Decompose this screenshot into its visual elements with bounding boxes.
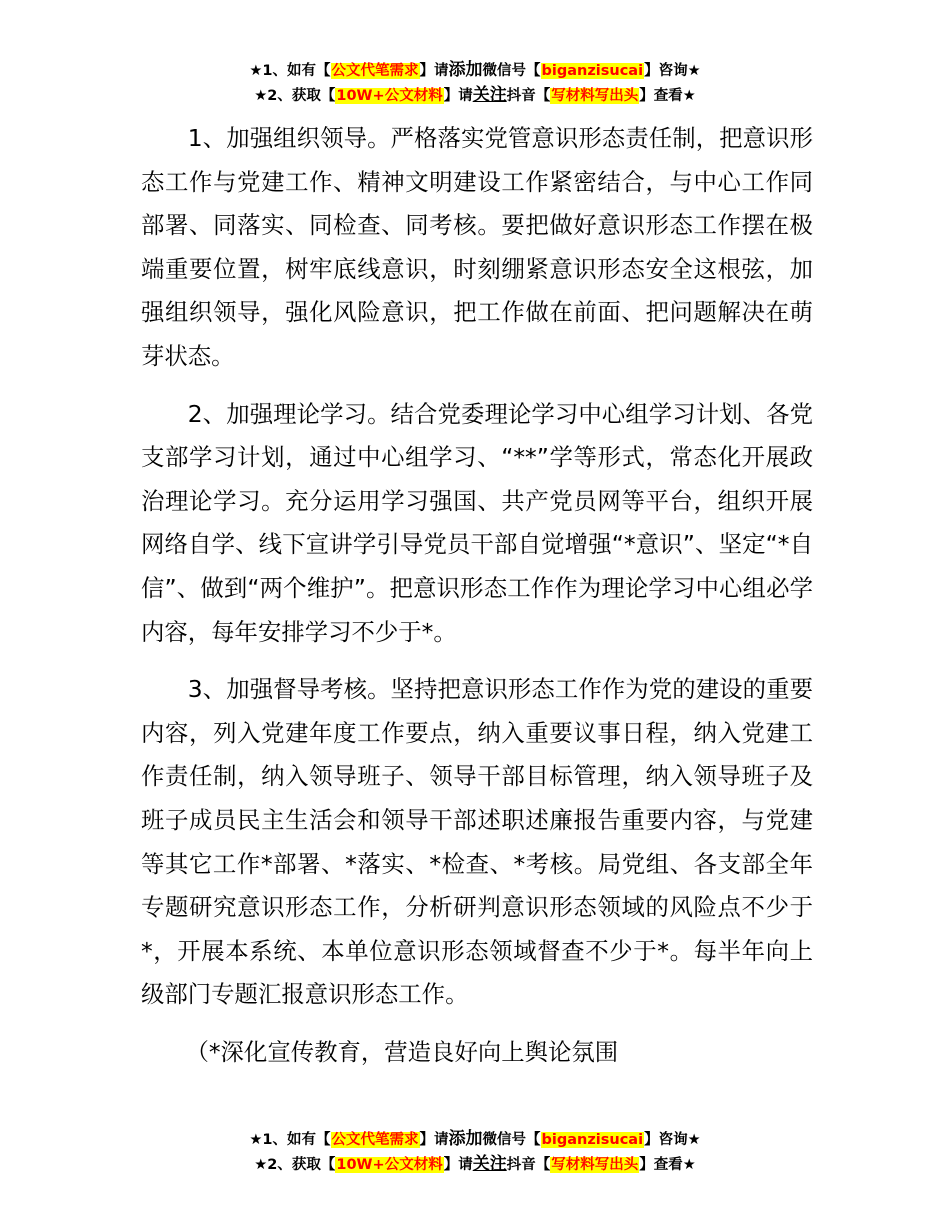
header-banner (0, 58, 950, 108)
banner-line-1: ★1、如有【公文代笔需求】请添加微信号【biganzisucai】咨询★ (249, 1129, 701, 1149)
section-heading-publicity: （*深化宣传教育，营造良好向上舆论氛围 (185, 1037, 619, 1066)
banner-line-1: ★1、如有【公文代笔需求】请添加微信号【biganzisucai】咨询★ (249, 60, 701, 80)
footer-banner (0, 1127, 950, 1177)
paragraph-supervision: 3、加强督导考核。坚持把意识形态工作作为党的建设的重要内容，列入党建年度工作要点，纳入重要议事日程，纳入党建工作责任制，纳入领导班子、领导干部目标管理，纳入领导班子及班子成员民主生活会和领导干部述职述廉报告重要内容，与党建等其它工作*部署、*落实、*检查、*考核。局党组、各支部全年专题研究意识形态工作，分析研判意识形态领域的风险点不少于*，开展本系统、本单位意识形态领域督查不少于*。每半年向上级部门专题汇报意识形态工作。 (141, 675, 813, 1009)
paragraph-theory-study: 2、加强理论学习。结合党委理论学习中心组学习计划、各党支部学习计划，通过中心组学习、“**”学等形式，常态化开展政治理论学习。充分运用学习强国、共产党员网等平台，组织开展网络自学、线下宣讲学引导党员干部自觉增强“*意识”、坚定“*自信”、做到“两个维护”。把意识形态工作作为理论学习中心组必学内容，每年安排学习不少于*。 (141, 399, 813, 646)
material-highlight: 10W+公文材料 (336, 88, 443, 104)
wechat-id-highlight: biganzisucai (541, 63, 644, 79)
document-body (141, 117, 813, 1074)
paragraph-organization: 1、加强组织领导。严格落实党管意识形态责任制，把意识形态工作与党建工作、精神文明建设工作紧密结合，与中心工作同部署、同落实、同检查、同考核。要把做好意识形态工作摆在极端重要位置，树牢底线意识，时刻绷紧意识形态安全这根弦，加强组织领导，强化风险意识，把工作做在前面、把问题解决在萌芽状态。 (141, 124, 813, 370)
need-highlight: 公文代笔需求 (331, 1132, 419, 1148)
banner-line-2: ★2、获取【10W+公文材料】请关注抖音【写材料写出头】查看★ (254, 1154, 696, 1174)
banner-line-2: ★2、获取【10W+公文材料】请关注抖音【写材料写出头】查看★ (254, 85, 696, 105)
material-highlight: 10W+公文材料 (336, 1157, 443, 1173)
douyin-highlight: 写材料写出头 (551, 1157, 639, 1173)
douyin-highlight: 写材料写出头 (551, 88, 639, 104)
need-highlight: 公文代笔需求 (331, 63, 419, 79)
wechat-id-highlight: biganzisucai (541, 1132, 644, 1148)
